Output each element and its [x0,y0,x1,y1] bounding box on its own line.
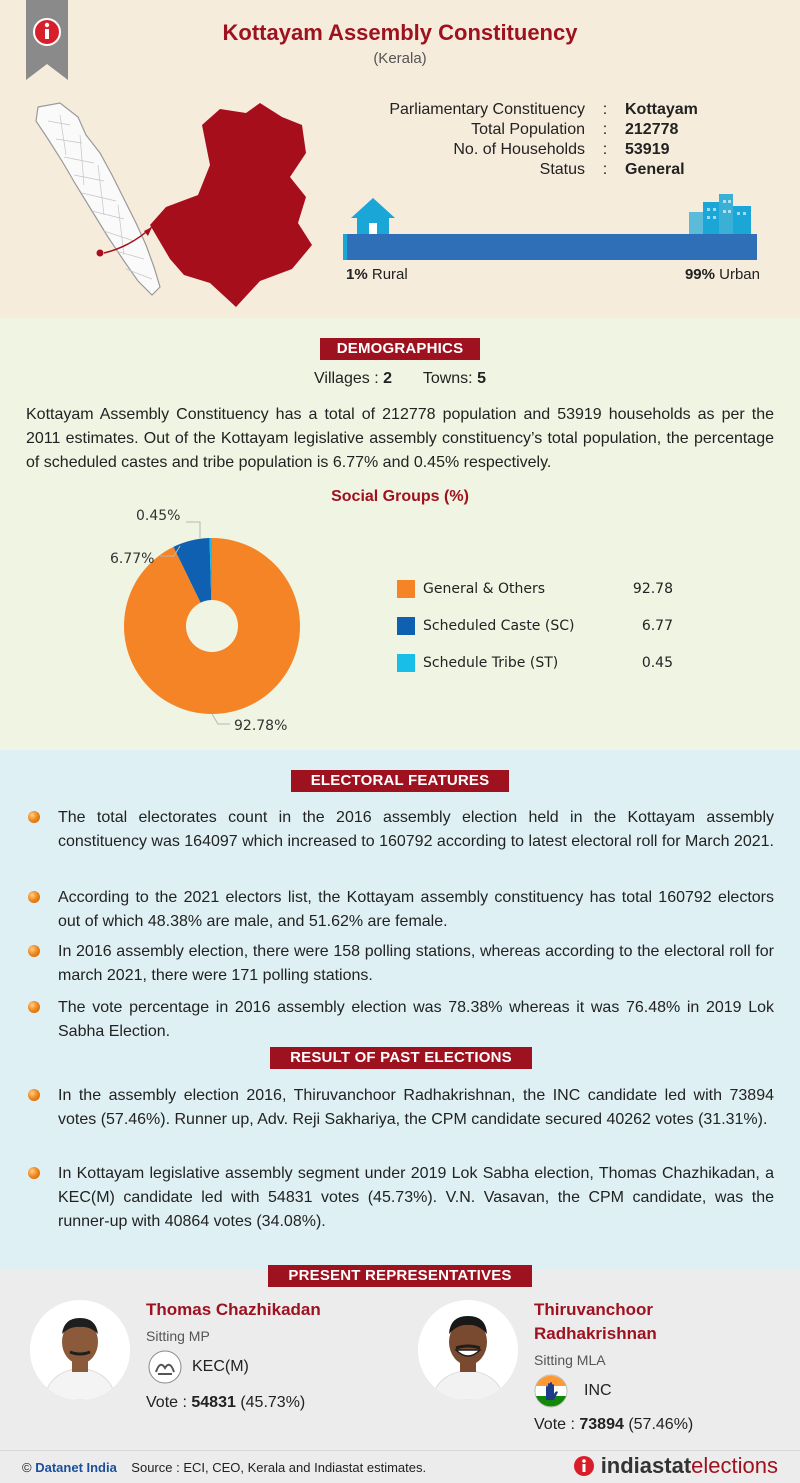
legend-value: 0.45 [641,655,673,671]
vote-label: Vote : [534,1416,575,1433]
fact-row: Total Population : 212778 [355,120,775,140]
mla-vote [534,1416,693,1434]
legend-name: General & Others [423,581,546,597]
slice-label: 92.78% [234,718,288,734]
chart-legend [397,580,697,691]
mla-role: Sitting MLA [534,1352,606,1368]
legend-item [397,617,697,654]
demographics-section [0,318,800,750]
leader-line [212,714,230,724]
social-groups-pie [100,506,320,736]
rural-text: Rural [371,266,408,283]
legend-name: Scheduled Caste (SC) [423,618,575,634]
bullet-text: The vote percentage in 2016 assembly election was 78.38% whereas it was 76.48% in 2019 Lok Sabha Election. [58,999,774,1040]
mla-party: INC [584,1382,612,1399]
electoral-bullet [26,996,774,1044]
inc-hand-icon [534,1374,568,1408]
legend-swatch [397,654,415,672]
vote-percent: (57.46%) [628,1416,694,1433]
legend-name: Schedule Tribe (ST) [423,655,559,671]
representatives-section [0,1267,800,1450]
electoral-bullet [26,940,774,988]
pie-hole [186,600,238,652]
urban-percent: 99% [684,266,715,283]
fact-value: General [625,161,685,178]
mla-name-line2: Radhakrishnan [534,1324,657,1343]
bullet-icon [28,811,40,823]
fact-row: No. of Households : 53919 [355,140,775,160]
villages-count: 2 [383,370,392,387]
fact-value: 53919 [625,141,670,158]
villages-label: Villages : [314,370,379,387]
slice-label: 6.77% [110,551,155,567]
indiastat-logo [573,1453,778,1479]
legend-swatch [397,617,415,635]
mla-avatar [418,1300,518,1400]
copyright-symbol: © [22,1460,32,1475]
fact-label: Parliamentary Constituency [389,101,585,118]
mp-name: Thomas Chazhikadan [146,1300,321,1319]
mla-name-line1: Thiruvanchoor [534,1300,654,1319]
logo-text-right: elections [691,1453,778,1478]
bullet-text: According to the 2021 electors list, the Kottayam assembly constituency has total 160792 electors out of which 48.38% are male, and 51.62% are female. [58,889,774,930]
constituency-map [20,95,370,310]
rural-label [346,266,408,283]
towns-label: Towns: [422,370,473,387]
electoral-section [0,750,800,1270]
rural-percent: 1% [346,266,368,283]
city-icon [689,194,751,234]
legend-value: 92.78 [632,581,673,597]
past-bullet [26,1084,774,1132]
constituency-shape [150,103,312,307]
bullet-text: The total electorates count in the 2016 assembly election held in the Kottayam assembly constituency was 164097 which increased to 160792 according to latest electoral roll for March 2021. [58,809,774,850]
logo-text-left: indiastat [600,1453,692,1478]
bullet-icon [28,1001,40,1013]
rural-bar [343,234,347,260]
fact-label: Status [539,161,585,178]
fact-label: No. of Households [453,141,585,158]
fact-label: Total Population [471,121,585,138]
past-bullet [26,1162,774,1234]
bullet-icon [28,945,40,957]
constituency-locator [97,250,104,257]
demographics-title: DEMOGRAPHICS [320,338,480,360]
electoral-bullet [26,886,774,934]
page-subtitle: (Kerala) [373,50,427,67]
past-elections-title: RESULT OF PAST ELECTIONS [270,1047,532,1069]
page-title: Kottayam Assembly Constituency [222,20,578,45]
bullet-text: In the assembly election 2016, Thiruvanchoor Radhakrishnan, the INC candidate led with 73894 votes (57.46%). Runner up, Adv. Reji Sakhariya, the CPM candidate secured 40262 votes (31.31%). [58,1087,774,1128]
vote-percent: (45.73%) [240,1394,306,1411]
villages-towns [0,370,800,388]
vote-count: 73894 [579,1416,624,1433]
datanet-brand: Datanet India [35,1460,117,1475]
demographics-paragraph: Kottayam Assembly Constituency has a total of 212778 population and 53919 households as per the 2011 estimates. Out of the Kottayam legislative assembly constituency’s total population, the percentage of scheduled castes and tribe population is 6.77% and 0.45% respectively. [26,406,774,471]
kerala-outline [36,103,160,295]
vote-count: 54831 [191,1394,236,1411]
mp-role: Sitting MP [146,1328,210,1344]
urban-label [660,266,760,283]
source-text: Source : ECI, CEO, Kerala and Indiastat estimates. [131,1460,427,1475]
leader-line [186,522,200,538]
legend-swatch [397,580,415,598]
bullet-icon [28,1167,40,1179]
electoral-bullet [26,806,774,854]
bullet-icon [28,891,40,903]
bullet-text: In 2016 assembly election, there were 158 polling stations, whereas according to the electoral roll for march 2021, there were 171 polling stations. [58,943,774,984]
fact-row: Parliamentary Constituency : Kottayam [355,100,775,120]
bullet-text: In Kottayam legislative assembly segment under 2019 Lok Sabha election, Thomas Chazhikadan, a KEC(M) candidate led with 54831 votes (45.73%). V.N. Vasavan, the CPM candidate, was the runner-up with 40864 votes (34.08%). [58,1165,774,1230]
mp-party: KEC(M) [192,1358,249,1375]
hut-icon [351,198,395,234]
legend-value: 6.77 [641,618,673,634]
header [0,0,800,318]
urban-bar [343,234,757,260]
mp-avatar [30,1300,130,1400]
slice-label: 0.45% [136,508,181,524]
legend-item [397,654,697,691]
urban-text: Urban [719,266,760,283]
footer-credit [22,1460,426,1475]
mp-vote [146,1394,305,1412]
rural-urban-bar [343,192,763,264]
footer [0,1450,800,1483]
info-logo-icon [573,1455,595,1477]
vote-label: Vote : [146,1394,187,1411]
electoral-title: ELECTORAL FEATURES [291,770,509,792]
fact-value: 212778 [625,121,679,138]
fact-value: Kottayam [625,101,698,118]
facts-table [355,100,775,180]
mla-name [534,1298,657,1346]
kec-party-icon [148,1350,182,1384]
chart-title: Social Groups (%) [331,488,469,505]
legend-item [397,580,697,617]
towns-count: 5 [477,370,486,387]
fact-row: Status : General [355,160,775,180]
bullet-icon [28,1089,40,1101]
representatives-title: PRESENT REPRESENTATIVES [268,1265,532,1287]
